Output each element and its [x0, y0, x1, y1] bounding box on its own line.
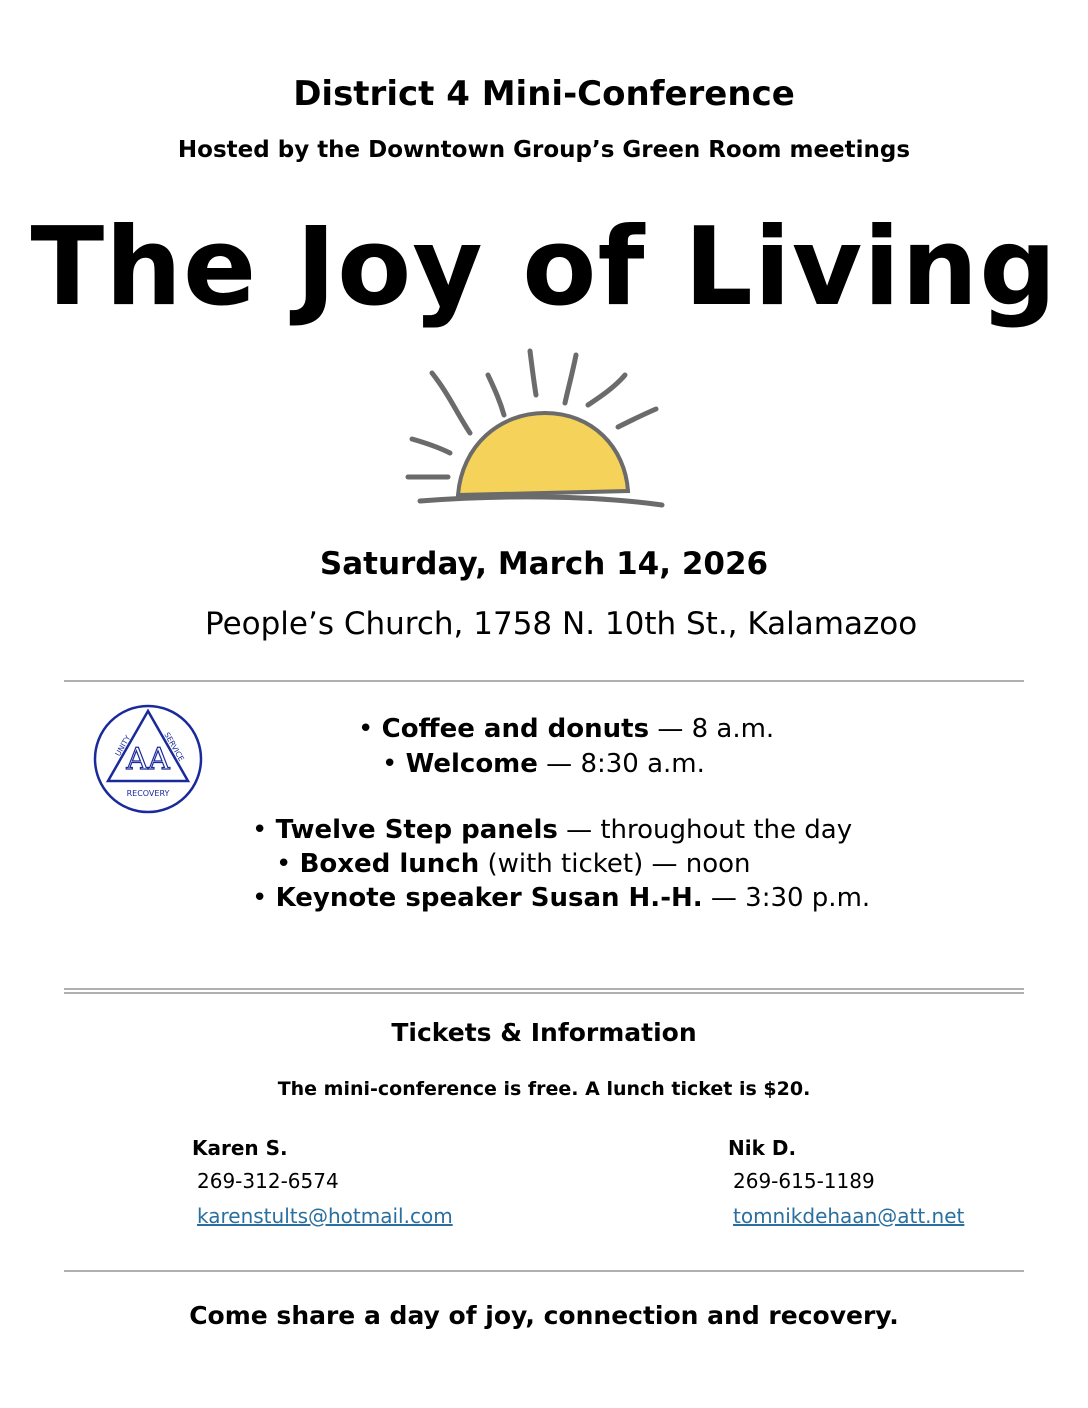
schedule-item-label: Keynote speaker Susan H.-H.	[275, 883, 703, 913]
event-title: The Joy of Living	[30, 205, 1058, 330]
contact-email-link[interactable]: tomnikdehaan@att.net	[733, 1204, 965, 1228]
closing-line: Come share a day of joy, connection and recovery.	[189, 1301, 899, 1330]
section-divider	[64, 988, 1024, 990]
logo-initials: AA	[126, 742, 170, 777]
schedule-item: • Twelve Step panels — throughout the day	[252, 815, 853, 845]
conference-heading: District 4 Mini-Conference	[293, 74, 795, 114]
schedule-item-label: Boxed lunch	[299, 849, 480, 879]
schedule-item: • Keynote speaker Susan H.-H. — 3:30 p.m.	[252, 883, 871, 913]
horizon-line	[420, 497, 662, 505]
schedule-item-time: 8 a.m.	[691, 714, 775, 744]
section-divider	[64, 992, 1024, 994]
schedule-item: • Boxed lunch (with ticket) — noon	[276, 849, 751, 879]
tickets-note: The mini-conference is free. A lunch ticket is $20.	[277, 1078, 811, 1100]
schedule-item: • Coffee and donuts — 8 a.m.	[358, 714, 775, 744]
contact-phone: 269-615-1189	[733, 1169, 875, 1193]
logo-service: SERVICE	[162, 730, 186, 763]
contact-name: Nik D.	[728, 1136, 797, 1160]
logo-recovery: RECOVERY	[126, 789, 170, 798]
event-date: Saturday, March 14, 2026	[319, 546, 769, 582]
sunrise-illustration	[400, 345, 675, 515]
schedule-item-time: 3:30 p.m.	[745, 883, 871, 913]
tickets-heading: Tickets & Information	[391, 1018, 697, 1047]
schedule-item-label: Twelve Step panels	[275, 815, 558, 845]
section-divider	[64, 680, 1024, 682]
schedule-item-label: Welcome	[405, 749, 538, 779]
logo-unity: UNITY	[113, 733, 133, 758]
schedule-item: • Welcome — 8:30 a.m.	[382, 749, 705, 779]
event-venue: People’s Church, 1758 N. 10th St., Kalamazoo	[205, 606, 918, 642]
contact-phone: 269-312-6574	[197, 1169, 339, 1193]
hosted-by-line: Hosted by the Downtown Group’s Green Room meetings	[177, 137, 911, 163]
contact-email-link[interactable]: karenstults@hotmail.com	[197, 1204, 453, 1228]
schedule-item-time: throughout the day	[600, 815, 853, 845]
schedule-item-time: noon	[685, 849, 751, 879]
schedule-item-time: 8:30 a.m.	[580, 749, 705, 779]
schedule-item-label: Coffee and donuts	[381, 714, 650, 744]
section-divider	[64, 1270, 1024, 1272]
aa-logo-icon	[92, 703, 204, 815]
sun-disc	[458, 413, 628, 495]
contact-name: Karen S.	[192, 1136, 288, 1160]
